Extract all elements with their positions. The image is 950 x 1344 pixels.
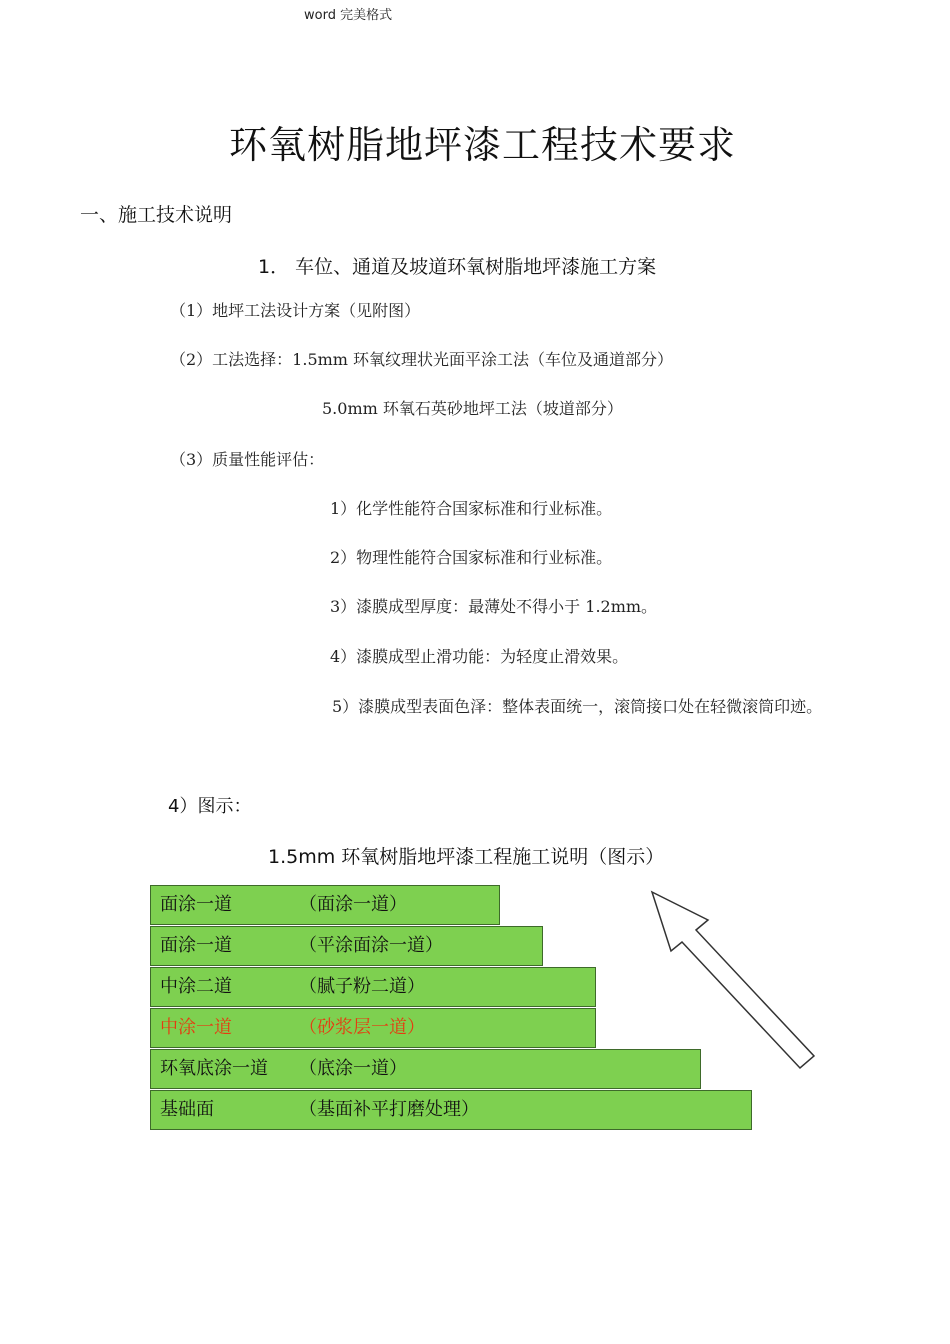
document-title: 环氧树脂地坪漆工程技术要求: [228, 123, 736, 167]
layer-description: （砂浆层一道）: [299, 1017, 425, 1038]
layer-name: 中涂二道: [160, 976, 232, 997]
layer-row: [150, 926, 543, 966]
item-method-selection-ramp: 5.0mm 环氧石英砂地坪工法（坡道部分）: [322, 399, 623, 418]
layer-description: （腻子粉二道）: [299, 976, 425, 997]
evaluation-item: 2）物理性能符合国家标准和行业标准。: [330, 548, 613, 567]
layer-name: 面涂一道: [160, 894, 232, 915]
layer-description: （基面补平打磨处理）: [299, 1099, 479, 1120]
layer-name: 中涂一道: [160, 1017, 232, 1038]
layer-row: [150, 1049, 701, 1089]
up-arrow-icon: [640, 880, 830, 1080]
evaluation-item: 4）漆膜成型止滑功能：为轻度止滑效果。: [330, 647, 629, 666]
subsection-heading: 1． 车位、通道及坡道环氧树脂地坪漆施工方案: [258, 256, 657, 278]
section-heading: 一、施工技术说明: [80, 204, 233, 226]
layer-row-highlighted: [150, 1008, 596, 1048]
layer-description: （底涂一道）: [299, 1058, 407, 1079]
evaluation-item: 5）漆膜成型表面色泽：整体表面统一，滚筒接口处在轻微滚筒印迹。: [332, 697, 823, 716]
item-design-plan: （1）地坪工法设计方案（见附图）: [170, 301, 421, 320]
layer-name: 环氧底涂一道: [160, 1058, 268, 1079]
layer-name: 基础面: [160, 1099, 214, 1120]
evaluation-item: 1）化学性能符合国家标准和行业标准。: [330, 499, 613, 518]
layer-row: [150, 967, 596, 1007]
layer-row: [150, 885, 500, 925]
item-quality-evaluation: （3）质量性能评估：: [170, 450, 325, 469]
evaluation-item: 3）漆膜成型厚度：最薄处不得小于 1.2mm。: [330, 597, 658, 616]
layer-name: 面涂一道: [160, 935, 232, 956]
layer-description: （面涂一道）: [299, 894, 407, 915]
header-watermark: word 完美格式: [304, 8, 393, 23]
figure-heading: 4）图示：: [168, 796, 252, 817]
layer-row: [150, 1090, 752, 1130]
layer-description: （平涂面涂一道）: [299, 935, 443, 956]
item-method-selection: （2）工法选择：1.5mm 环氧纹理状光面平涂工法（车位及通道部分）: [170, 350, 674, 369]
figure-caption: 1.5mm 环氧树脂地坪漆工程施工说明（图示）: [268, 846, 665, 868]
